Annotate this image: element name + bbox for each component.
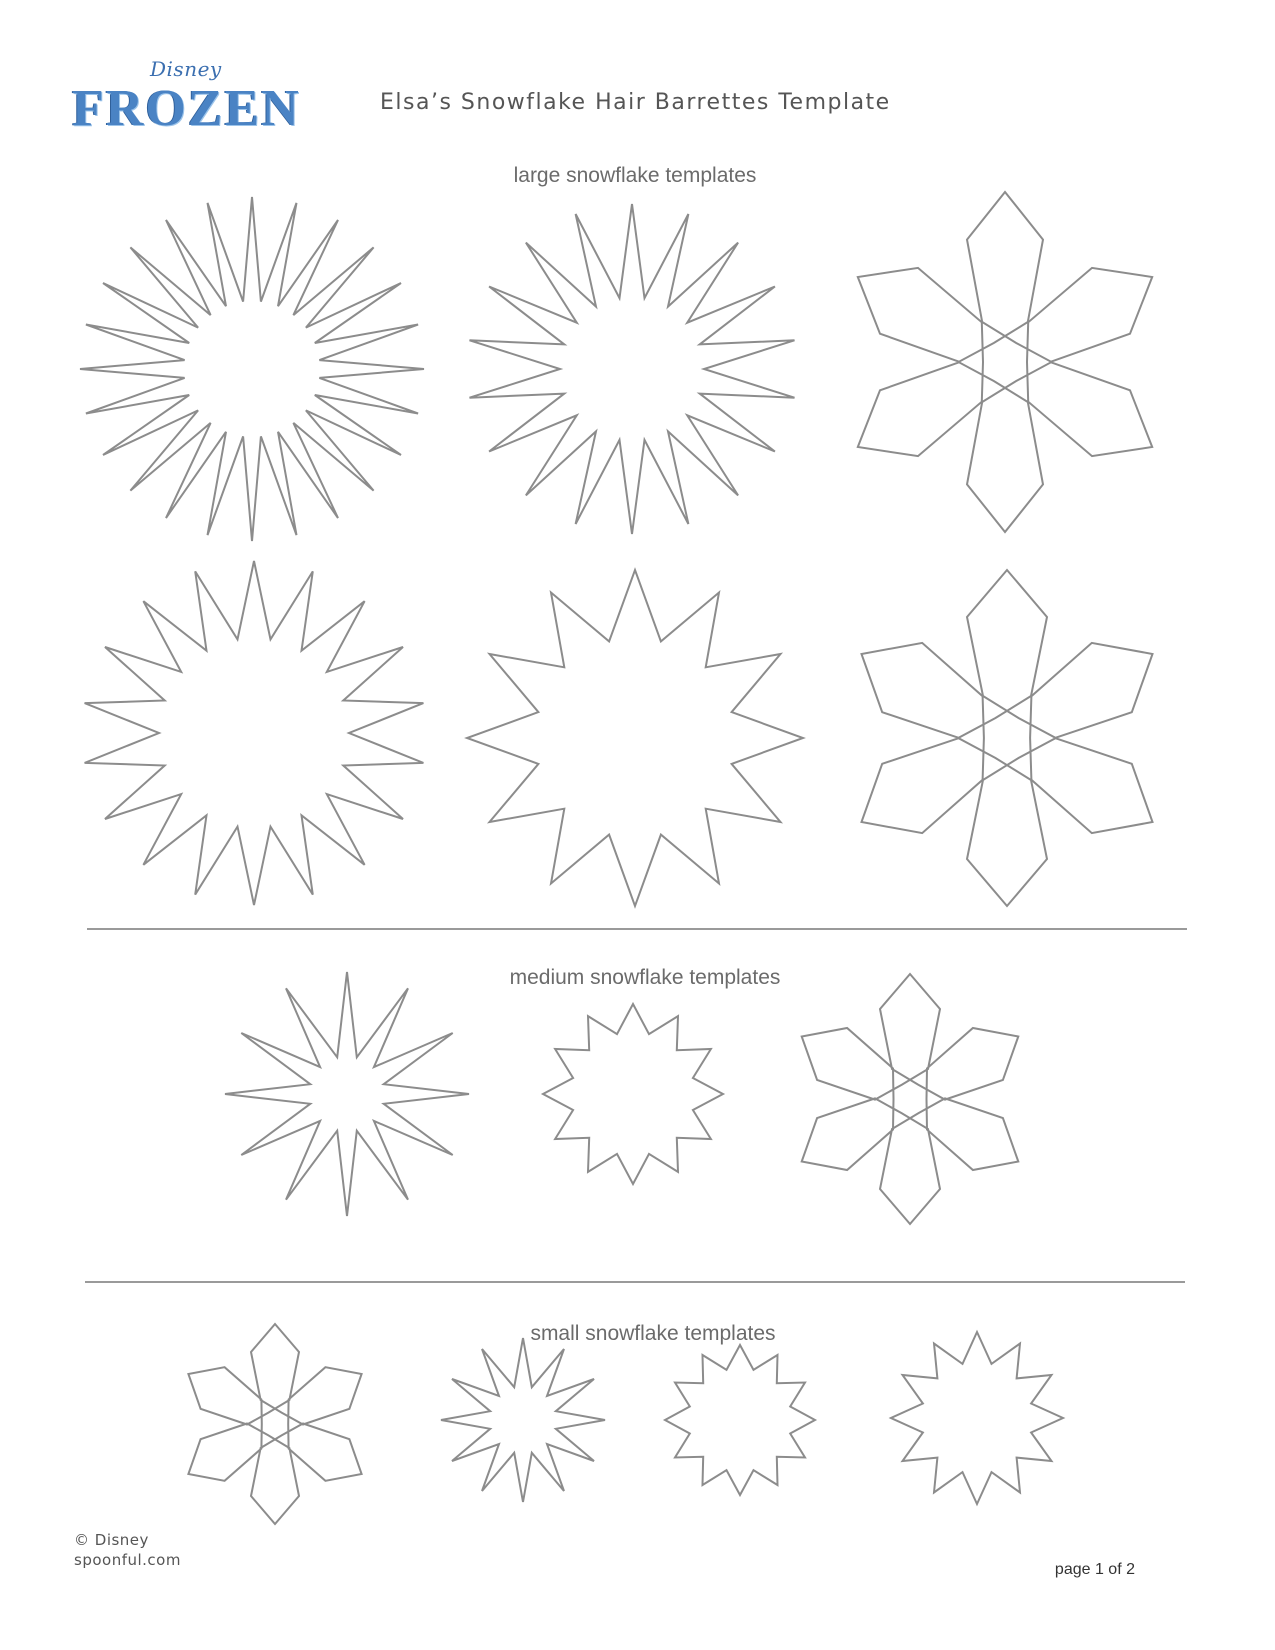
page-number: page 1 of 2 [1054, 1561, 1135, 1578]
small-flake-2 [441, 1338, 605, 1502]
disney-logo-text: Disney [150, 57, 222, 81]
medium-flake-3 [802, 974, 1019, 1224]
large-flake-6 [862, 570, 1153, 906]
large-flake-4 [85, 561, 424, 905]
small-flake-1 [188, 1324, 361, 1524]
section-title-medium: medium snowflake templates [509, 966, 781, 989]
page-title: Elsa’s Snowflake Hair Barrettes Template [380, 90, 891, 115]
frozen-logo-text: FROZEN [72, 80, 301, 137]
copyright-text: © Disney [74, 1531, 149, 1549]
small-flake-4 [891, 1332, 1063, 1504]
large-flake-1 [80, 197, 424, 541]
large-flake-3 [858, 192, 1152, 532]
footer-credits [74, 1530, 181, 1570]
medium-flake-2 [543, 1004, 723, 1184]
large-flake-2 [470, 204, 795, 534]
large-flake-5 [467, 570, 803, 906]
section-title-small: small snowflake templates [530, 1322, 776, 1345]
medium-flake-1 [225, 972, 469, 1216]
site-text: spoonful.com [74, 1551, 181, 1569]
section-title-large: large snowflake templates [513, 164, 757, 187]
small-flake-3 [665, 1345, 815, 1495]
